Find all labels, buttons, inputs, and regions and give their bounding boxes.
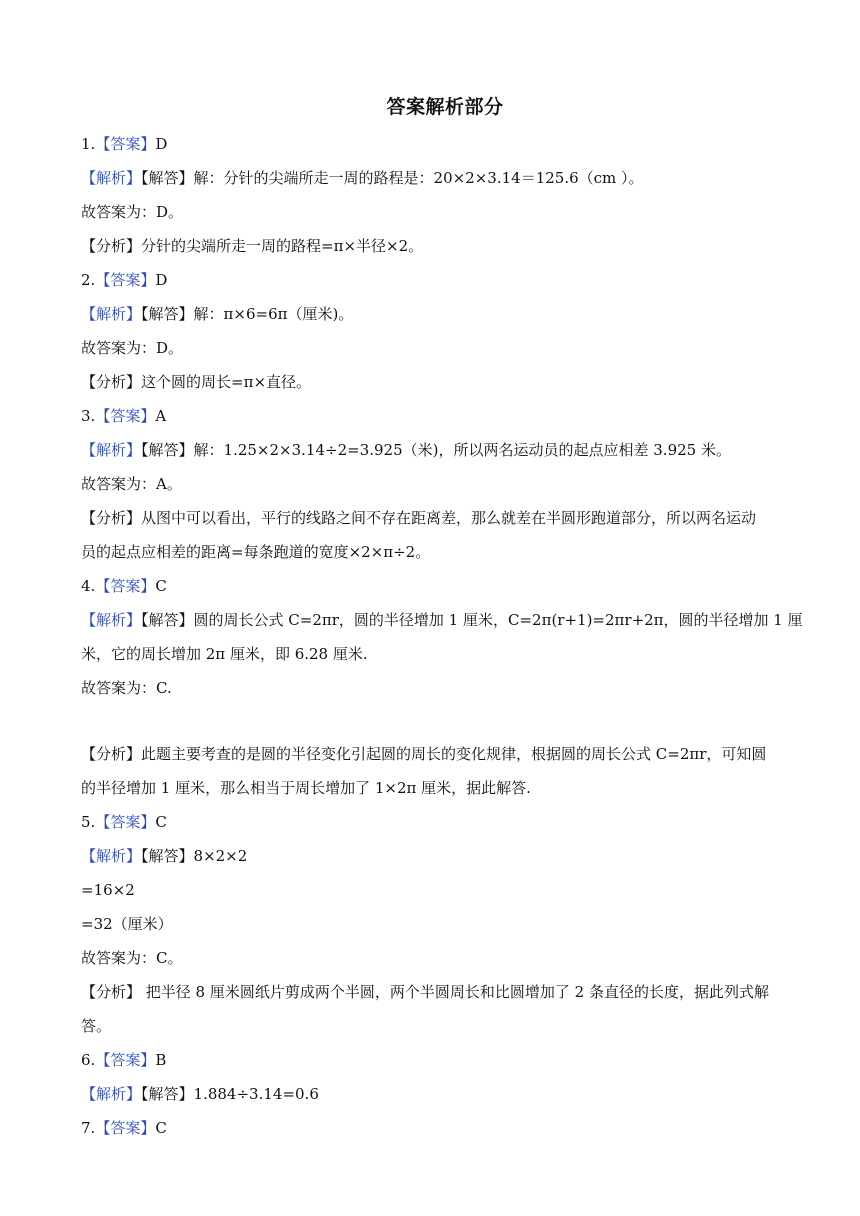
q6-answer-label: 【答案】	[95, 1051, 156, 1069]
q1-number: 1.	[81, 135, 96, 153]
q5-jieda-label: 【解答】	[141, 847, 194, 865]
q1-answer-line	[81, 134, 167, 154]
q3-answer-value: A	[155, 407, 167, 425]
q5-answer-value: C	[155, 813, 167, 831]
q3-solution-line	[81, 440, 731, 460]
q7-number: 7.	[81, 1119, 96, 1137]
q1-jieda-label: 【解答】	[141, 169, 194, 187]
q4-answer-value: C	[155, 577, 167, 595]
q1-jiexi-label: 【解析】	[81, 169, 142, 187]
q4-analysis-line-2: 的半径增加 1 厘米，那么相当于周长增加了 1×2π 厘米，据此解答.	[81, 779, 531, 797]
q2-answer-line	[81, 270, 167, 290]
q5-solution-text: 8×2×2	[193, 847, 248, 865]
q6-solution-text: 1.884÷3.14=0.6	[193, 1085, 319, 1103]
q6-jiexi-label: 【解析】	[81, 1085, 142, 1103]
q4-solution-line-2: 米，它的周长增加 2π 厘米，即 6.28 厘米.	[81, 645, 368, 663]
q1-answer-value: D	[155, 135, 168, 153]
q5-solution-line	[81, 846, 247, 866]
q6-solution-line	[81, 1084, 319, 1104]
q6-answer-value: B	[155, 1051, 167, 1069]
q4-solution-text-1: 圆的周长公式 C=2πr，圆的半径增加 1 厘米，C=2π(r+1)=2πr+2π，圆的半径增加 1 厘	[193, 611, 803, 629]
q3-jiexi-label: 【解析】	[81, 441, 142, 459]
q3-answer-line	[81, 406, 166, 426]
q1-analysis-line	[81, 236, 423, 256]
q4-solution-line-1	[81, 610, 803, 630]
q5-step-1: =16×2	[81, 881, 135, 899]
q3-solution-text: 解：1.25×2×3.14÷2=3.925（米)，所以两名运动员的起点应相差 3.925 米。	[193, 441, 731, 459]
q4-number: 4.	[81, 577, 96, 595]
q7-answer-value: C	[155, 1119, 167, 1137]
q5-analysis-line-1	[81, 982, 769, 1002]
q2-analysis-line	[81, 372, 311, 392]
q4-answer-label: 【答案】	[95, 577, 156, 595]
q6-jieda-label: 【解答】	[141, 1085, 194, 1103]
q6-answer-line	[81, 1050, 166, 1070]
q5-conclusion: 故答案为：C。	[81, 949, 183, 967]
q5-analysis-text-1: 把半径 8 厘米圆纸片剪成两个半圆，两个半圆周长和比圆增加了 2 条直径的长度，据此列式解	[141, 983, 769, 1001]
q5-analysis-line-2: 答。	[81, 1017, 112, 1035]
q3-number: 3.	[81, 407, 96, 425]
q4-fenxi-label: 【分析】	[81, 745, 142, 763]
q3-analysis-line-2: 员的起点应相差的距离=每条跑道的宽度×2×π÷2。	[81, 543, 431, 561]
q3-conclusion: 故答案为：A。	[81, 475, 182, 493]
q1-solution-line	[81, 168, 644, 188]
q5-answer-line	[81, 812, 167, 832]
q2-conclusion: 故答案为：D。	[81, 339, 184, 357]
q2-answer-label: 【答案】	[95, 271, 156, 289]
q5-jiexi-label: 【解析】	[81, 847, 142, 865]
q7-answer-line	[81, 1118, 167, 1138]
q3-jieda-label: 【解答】	[141, 441, 194, 459]
q4-jiexi-label: 【解析】	[81, 611, 142, 629]
q5-step-2: =32（厘米）	[81, 915, 173, 933]
q3-answer-label: 【答案】	[95, 407, 156, 425]
q1-analysis-text: 分针的尖端所走一周的路程=π×半径×2。	[141, 237, 424, 255]
q5-answer-label: 【答案】	[95, 813, 156, 831]
q2-solution-text: 解：π×6=6π（厘米)。	[193, 305, 354, 323]
q2-fenxi-label: 【分析】	[81, 373, 142, 391]
q1-answer-label: 【答案】	[95, 135, 156, 153]
q4-analysis-text-1: 此题主要考查的是圆的半径变化引起圆的周长的变化规律，根据圆的周长公式 C=2πr，可知圆	[141, 745, 767, 763]
q2-number: 2.	[81, 271, 96, 289]
q6-number: 6.	[81, 1051, 96, 1069]
q2-analysis-text: 这个圆的周长=π×直径。	[141, 373, 312, 391]
q2-solution-line	[81, 304, 353, 324]
q1-conclusion: 故答案为：D。	[81, 203, 184, 221]
q3-analysis-text-1: 从图中可以看出，平行的线路之间不存在距离差，那么就差在半圆形跑道部分，所以两名运动	[141, 509, 757, 527]
q7-answer-label: 【答案】	[95, 1119, 156, 1137]
q5-number: 5.	[81, 813, 96, 831]
q4-jieda-label: 【解答】	[141, 611, 194, 629]
page-title: 答案解析部分	[386, 96, 504, 118]
q1-fenxi-label: 【分析】	[81, 237, 142, 255]
q5-fenxi-label: 【分析】	[81, 983, 142, 1001]
q4-answer-line	[81, 576, 167, 596]
q4-analysis-line-1	[81, 744, 766, 764]
q2-answer-value: D	[155, 271, 168, 289]
q2-jieda-label: 【解答】	[141, 305, 194, 323]
q2-jiexi-label: 【解析】	[81, 305, 142, 323]
q4-conclusion: 故答案为：C.	[81, 679, 172, 697]
q3-analysis-line-1	[81, 508, 756, 528]
q3-fenxi-label: 【分析】	[81, 509, 142, 527]
q1-solution-text: 解：分针的尖端所走一周的路程是：20×2×3.14＝125.6（cm ）。	[193, 169, 644, 187]
